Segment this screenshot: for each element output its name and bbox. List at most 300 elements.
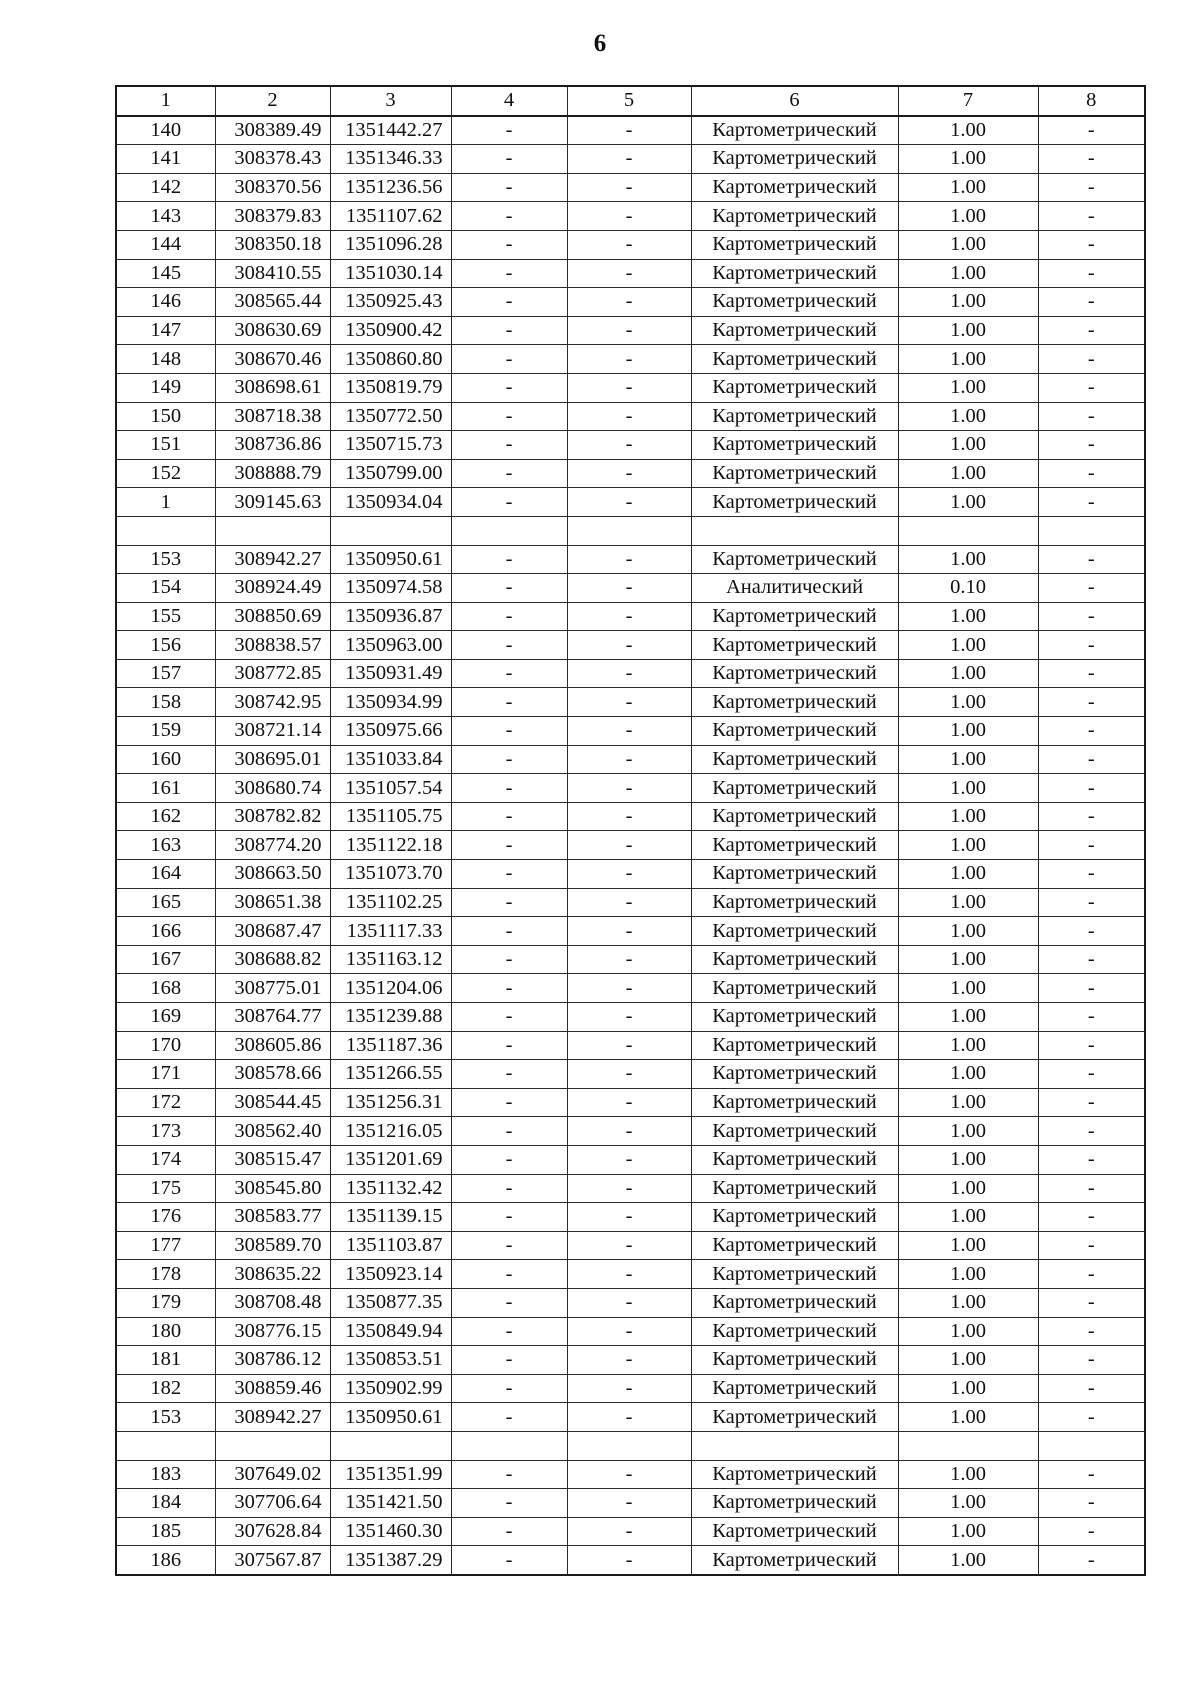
header-cell-y-coordinate: 3	[330, 86, 451, 116]
cell-y-coordinate: 1350950.61	[330, 545, 451, 574]
header-cell-column-5: 5	[567, 86, 691, 116]
cell-y-coordinate: 1350934.04	[330, 488, 451, 517]
cell-col-4: -	[451, 1317, 567, 1346]
cell-col-4: -	[451, 860, 567, 889]
table-row	[116, 631, 1145, 660]
cell-method: Картометрический	[691, 1145, 898, 1174]
table-row	[116, 1403, 1145, 1432]
cell-y-coordinate: 1351103.87	[330, 1231, 451, 1260]
table-row	[116, 488, 1145, 517]
cell-x-coordinate: 308782.82	[215, 802, 330, 831]
table-row	[116, 774, 1145, 803]
cell-point-number: 166	[116, 917, 215, 946]
cell-point-number	[116, 1431, 215, 1460]
cell-col-4: -	[451, 1060, 567, 1089]
cell-col-5: -	[567, 545, 691, 574]
header-cell-point-number: 1	[116, 86, 215, 116]
cell-y-coordinate: 1350900.42	[330, 316, 451, 345]
cell-col-4: -	[451, 688, 567, 717]
cell-col-4: -	[451, 1374, 567, 1403]
cell-y-coordinate: 1351351.99	[330, 1460, 451, 1489]
cell-col-4: -	[451, 1088, 567, 1117]
cell-accuracy: 1.00	[898, 316, 1038, 345]
cell-col-8: -	[1038, 1117, 1145, 1146]
cell-accuracy: 1.00	[898, 1031, 1038, 1060]
cell-method: Картометрический	[691, 402, 898, 431]
cell-method: Картометрический	[691, 717, 898, 746]
cell-y-coordinate: 1351201.69	[330, 1145, 451, 1174]
cell-point-number: 178	[116, 1260, 215, 1289]
cell-accuracy: 1.00	[898, 745, 1038, 774]
cell-point-number: 167	[116, 945, 215, 974]
cell-col-5: -	[567, 1174, 691, 1203]
cell-y-coordinate: 1351102.25	[330, 888, 451, 917]
cell-method: Картометрический	[691, 1460, 898, 1489]
cell-method: Картометрический	[691, 974, 898, 1003]
cell-point-number: 156	[116, 631, 215, 660]
table-row	[116, 1088, 1145, 1117]
cell-col-8: -	[1038, 145, 1145, 174]
cell-col-8: -	[1038, 173, 1145, 202]
cell-col-8: -	[1038, 1374, 1145, 1403]
cell-col-8: -	[1038, 1031, 1145, 1060]
table-row	[116, 1031, 1145, 1060]
cell-method: Картометрический	[691, 802, 898, 831]
cell-point-number: 151	[116, 431, 215, 460]
cell-method: Картометрический	[691, 745, 898, 774]
cell-x-coordinate: 308774.20	[215, 831, 330, 860]
cell-col-5: -	[567, 717, 691, 746]
table-row	[116, 602, 1145, 631]
cell-method: Картометрический	[691, 230, 898, 259]
cell-col-4: -	[451, 631, 567, 660]
cell-col-5: -	[567, 373, 691, 402]
table-row	[116, 116, 1145, 145]
cell-point-number: 171	[116, 1060, 215, 1089]
table-row	[116, 202, 1145, 231]
cell-point-number: 179	[116, 1288, 215, 1317]
cell-method: Картометрический	[691, 1346, 898, 1375]
cell-y-coordinate: 1351421.50	[330, 1489, 451, 1518]
cell-col-5: -	[567, 631, 691, 660]
cell-col-8: -	[1038, 230, 1145, 259]
cell-col-4: -	[451, 1117, 567, 1146]
cell-accuracy: 1.00	[898, 1203, 1038, 1232]
cell-x-coordinate: 308651.38	[215, 888, 330, 917]
cell-accuracy: 1.00	[898, 802, 1038, 831]
cell-point-number: 168	[116, 974, 215, 1003]
cell-col-5: -	[567, 1346, 691, 1375]
cell-col-8: -	[1038, 1203, 1145, 1232]
cell-col-5: -	[567, 1031, 691, 1060]
cell-x-coordinate: 308378.43	[215, 145, 330, 174]
cell-method: Картометрический	[691, 774, 898, 803]
cell-accuracy: 1.00	[898, 202, 1038, 231]
cell-method	[691, 1431, 898, 1460]
cell-col-4: -	[451, 488, 567, 517]
cell-accuracy: 1.00	[898, 545, 1038, 574]
cell-y-coordinate: 1350974.58	[330, 574, 451, 603]
cell-method: Картометрический	[691, 945, 898, 974]
table-row	[116, 402, 1145, 431]
cell-col-5: -	[567, 1117, 691, 1146]
cell-point-number: 183	[116, 1460, 215, 1489]
cell-method: Картометрический	[691, 1317, 898, 1346]
cell-col-4: -	[451, 1260, 567, 1289]
cell-col-4: -	[451, 974, 567, 1003]
cell-x-coordinate: 308688.82	[215, 945, 330, 974]
cell-point-number: 181	[116, 1346, 215, 1375]
cell-accuracy: 1.00	[898, 459, 1038, 488]
cell-accuracy: 1.00	[898, 1003, 1038, 1032]
cell-y-coordinate: 1350819.79	[330, 373, 451, 402]
cell-point-number: 177	[116, 1231, 215, 1260]
cell-col-5: -	[567, 345, 691, 374]
cell-col-5: -	[567, 230, 691, 259]
cell-y-coordinate: 1351216.05	[330, 1117, 451, 1146]
cell-col-4: -	[451, 402, 567, 431]
header-cell-accuracy: 7	[898, 86, 1038, 116]
cell-col-4: -	[451, 1460, 567, 1489]
cell-method: Картометрический	[691, 431, 898, 460]
cell-y-coordinate: 1350975.66	[330, 717, 451, 746]
cell-point-number: 153	[116, 1403, 215, 1432]
cell-y-coordinate: 1351096.28	[330, 230, 451, 259]
table-row	[116, 1317, 1145, 1346]
cell-x-coordinate: 308544.45	[215, 1088, 330, 1117]
cell-accuracy: 1.00	[898, 345, 1038, 374]
cell-col-4: -	[451, 717, 567, 746]
cell-col-8: -	[1038, 1231, 1145, 1260]
cell-col-4: -	[451, 745, 567, 774]
cell-col-4: -	[451, 1403, 567, 1432]
cell-col-5: -	[567, 688, 691, 717]
cell-x-coordinate: 308942.27	[215, 545, 330, 574]
table-row	[116, 717, 1145, 746]
cell-x-coordinate: 308850.69	[215, 602, 330, 631]
cell-y-coordinate: 1351057.54	[330, 774, 451, 803]
cell-col-5: -	[567, 1489, 691, 1518]
cell-col-4: -	[451, 116, 567, 145]
cell-y-coordinate: 1351387.29	[330, 1546, 451, 1575]
cell-col-8: -	[1038, 917, 1145, 946]
cell-method: Картометрический	[691, 631, 898, 660]
cell-col-5: -	[567, 1203, 691, 1232]
cell-method: Картометрический	[691, 917, 898, 946]
cell-col-8: -	[1038, 316, 1145, 345]
cell-col-8	[1038, 1431, 1145, 1460]
cell-y-coordinate: 1350925.43	[330, 288, 451, 317]
cell-col-8: -	[1038, 1060, 1145, 1089]
cell-col-8: -	[1038, 373, 1145, 402]
cell-col-4: -	[451, 574, 567, 603]
cell-accuracy: 1.00	[898, 1460, 1038, 1489]
cell-y-coordinate: 1350931.49	[330, 659, 451, 688]
cell-y-coordinate: 1351105.75	[330, 802, 451, 831]
cell-point-number: 144	[116, 230, 215, 259]
cell-point-number: 142	[116, 173, 215, 202]
cell-col-4: -	[451, 259, 567, 288]
cell-accuracy: 1.00	[898, 631, 1038, 660]
cell-col-8: -	[1038, 1346, 1145, 1375]
cell-col-4: -	[451, 602, 567, 631]
cell-method: Картометрический	[691, 1031, 898, 1060]
cell-accuracy: 1.00	[898, 602, 1038, 631]
table-row	[116, 888, 1145, 917]
cell-col-8: -	[1038, 860, 1145, 889]
table-row	[116, 288, 1145, 317]
cell-col-8: -	[1038, 1460, 1145, 1489]
cell-col-5: -	[567, 316, 691, 345]
cell-col-4: -	[451, 1546, 567, 1575]
cell-point-number: 161	[116, 774, 215, 803]
cell-accuracy: 1.00	[898, 1231, 1038, 1260]
cell-point-number: 147	[116, 316, 215, 345]
header-cell-x-coordinate: 2	[215, 86, 330, 116]
cell-col-4: -	[451, 230, 567, 259]
cell-col-5: -	[567, 945, 691, 974]
cell-point-number: 150	[116, 402, 215, 431]
cell-method: Картометрический	[691, 1003, 898, 1032]
cell-y-coordinate: 1350923.14	[330, 1260, 451, 1289]
cell-x-coordinate: 308942.27	[215, 1403, 330, 1432]
cell-x-coordinate: 308389.49	[215, 116, 330, 145]
cell-accuracy: 1.00	[898, 1403, 1038, 1432]
cell-method: Картометрический	[691, 259, 898, 288]
cell-x-coordinate: 308776.15	[215, 1317, 330, 1346]
table-row	[116, 431, 1145, 460]
cell-col-4	[451, 1431, 567, 1460]
cell-accuracy: 1.00	[898, 116, 1038, 145]
cell-y-coordinate: 1350715.73	[330, 431, 451, 460]
cell-y-coordinate: 1351239.88	[330, 1003, 451, 1032]
cell-accuracy: 1.00	[898, 774, 1038, 803]
cell-point-number: 158	[116, 688, 215, 717]
cell-x-coordinate: 308742.95	[215, 688, 330, 717]
cell-col-8	[1038, 516, 1145, 545]
cell-point-number: 164	[116, 860, 215, 889]
cell-method: Картометрический	[691, 116, 898, 145]
cell-point-number: 145	[116, 259, 215, 288]
cell-col-5: -	[567, 574, 691, 603]
cell-col-5: -	[567, 145, 691, 174]
cell-point-number: 163	[116, 831, 215, 860]
cell-x-coordinate: 307649.02	[215, 1460, 330, 1489]
cell-accuracy: 1.00	[898, 1174, 1038, 1203]
cell-accuracy: 1.00	[898, 860, 1038, 889]
cell-col-4: -	[451, 545, 567, 574]
cell-col-4: -	[451, 659, 567, 688]
table-row	[116, 259, 1145, 288]
cell-col-5: -	[567, 1003, 691, 1032]
table-row	[116, 574, 1145, 603]
cell-col-8: -	[1038, 1546, 1145, 1575]
cell-col-8: -	[1038, 431, 1145, 460]
cell-col-4: -	[451, 173, 567, 202]
cell-method: Картометрический	[691, 545, 898, 574]
cell-method: Картометрический	[691, 316, 898, 345]
cell-accuracy	[898, 1431, 1038, 1460]
cell-col-8: -	[1038, 574, 1145, 603]
cell-point-number: 140	[116, 116, 215, 145]
cell-method: Картометрический	[691, 1117, 898, 1146]
table-row	[116, 688, 1145, 717]
cell-col-5: -	[567, 1088, 691, 1117]
cell-x-coordinate: 308772.85	[215, 659, 330, 688]
cell-x-coordinate: 308578.66	[215, 1060, 330, 1089]
cell-col-5: -	[567, 774, 691, 803]
cell-col-5: -	[567, 288, 691, 317]
cell-method: Картометрический	[691, 888, 898, 917]
cell-col-4: -	[451, 1203, 567, 1232]
cell-point-number: 141	[116, 145, 215, 174]
cell-method: Картометрический	[691, 1174, 898, 1203]
cell-x-coordinate: 308680.74	[215, 774, 330, 803]
cell-col-8: -	[1038, 1288, 1145, 1317]
cell-x-coordinate: 308718.38	[215, 402, 330, 431]
cell-x-coordinate: 308583.77	[215, 1203, 330, 1232]
cell-col-4: -	[451, 1231, 567, 1260]
cell-col-5: -	[567, 1317, 691, 1346]
cell-col-4: -	[451, 316, 567, 345]
table-row	[116, 831, 1145, 860]
cell-x-coordinate: 308370.56	[215, 173, 330, 202]
table-row	[116, 545, 1145, 574]
cell-point-number: 175	[116, 1174, 215, 1203]
table-row	[116, 802, 1145, 831]
cell-point-number: 159	[116, 717, 215, 746]
cell-y-coordinate: 1350772.50	[330, 402, 451, 431]
cell-col-4: -	[451, 202, 567, 231]
cell-col-5: -	[567, 1231, 691, 1260]
cell-method	[691, 516, 898, 545]
cell-col-8: -	[1038, 659, 1145, 688]
cell-accuracy: 1.00	[898, 688, 1038, 717]
cell-col-4: -	[451, 373, 567, 402]
cell-method: Аналитический	[691, 574, 898, 603]
cell-col-5: -	[567, 431, 691, 460]
cell-accuracy: 1.00	[898, 1374, 1038, 1403]
cell-col-5: -	[567, 745, 691, 774]
cell-accuracy: 1.00	[898, 402, 1038, 431]
table-row	[116, 1288, 1145, 1317]
cell-col-5	[567, 1431, 691, 1460]
cell-col-8: -	[1038, 116, 1145, 145]
cell-accuracy: 1.00	[898, 259, 1038, 288]
cell-col-5: -	[567, 459, 691, 488]
cell-method: Картометрический	[691, 659, 898, 688]
cell-y-coordinate: 1351187.36	[330, 1031, 451, 1060]
header-cell-column-4: 4	[451, 86, 567, 116]
cell-x-coordinate: 308562.40	[215, 1117, 330, 1146]
cell-point-number: 176	[116, 1203, 215, 1232]
cell-col-4: -	[451, 1346, 567, 1375]
cell-col-5: -	[567, 402, 691, 431]
cell-col-8: -	[1038, 602, 1145, 631]
cell-col-8: -	[1038, 345, 1145, 374]
cell-x-coordinate: 308687.47	[215, 917, 330, 946]
cell-point-number: 143	[116, 202, 215, 231]
table-body	[116, 116, 1145, 1575]
cell-x-coordinate: 307567.87	[215, 1546, 330, 1575]
cell-col-8: -	[1038, 774, 1145, 803]
cell-col-8: -	[1038, 1317, 1145, 1346]
table-row	[116, 945, 1145, 974]
cell-point-number: 165	[116, 888, 215, 917]
cell-x-coordinate: 309145.63	[215, 488, 330, 517]
cell-col-5: -	[567, 917, 691, 946]
cell-x-coordinate: 308721.14	[215, 717, 330, 746]
cell-col-5: -	[567, 860, 691, 889]
cell-x-coordinate: 308410.55	[215, 259, 330, 288]
cell-method: Картометрический	[691, 345, 898, 374]
cell-method: Картометрический	[691, 1489, 898, 1518]
cell-col-8: -	[1038, 1088, 1145, 1117]
cell-col-4: -	[451, 1288, 567, 1317]
cell-point-number: 153	[116, 545, 215, 574]
cell-method: Картометрический	[691, 145, 898, 174]
cell-point-number: 169	[116, 1003, 215, 1032]
cell-col-5: -	[567, 1060, 691, 1089]
cell-col-4: -	[451, 1031, 567, 1060]
cell-point-number: 184	[116, 1489, 215, 1518]
cell-col-4: -	[451, 1517, 567, 1546]
cell-y-coordinate: 1351030.14	[330, 259, 451, 288]
cell-col-5: -	[567, 116, 691, 145]
cell-col-4: -	[451, 288, 567, 317]
cell-col-5: -	[567, 1517, 691, 1546]
cell-point-number: 157	[116, 659, 215, 688]
cell-accuracy: 1.00	[898, 717, 1038, 746]
cell-col-4: -	[451, 459, 567, 488]
cell-method: Картометрический	[691, 1288, 898, 1317]
cell-y-coordinate: 1350934.99	[330, 688, 451, 717]
cell-accuracy: 1.00	[898, 1145, 1038, 1174]
table-row	[116, 1374, 1145, 1403]
cell-x-coordinate: 308605.86	[215, 1031, 330, 1060]
table-row	[116, 1460, 1145, 1489]
header-cell-column-8: 8	[1038, 86, 1145, 116]
cell-col-8: -	[1038, 202, 1145, 231]
table-row	[116, 1203, 1145, 1232]
cell-accuracy: 1.00	[898, 1260, 1038, 1289]
cell-y-coordinate	[330, 516, 451, 545]
cell-col-5: -	[567, 974, 691, 1003]
cell-col-4: -	[451, 431, 567, 460]
cell-y-coordinate: 1351163.12	[330, 945, 451, 974]
cell-method: Картометрический	[691, 602, 898, 631]
table-row	[116, 373, 1145, 402]
cell-accuracy: 1.00	[898, 1288, 1038, 1317]
cell-point-number: 160	[116, 745, 215, 774]
table-row	[116, 745, 1145, 774]
cell-accuracy: 1.00	[898, 488, 1038, 517]
cell-x-coordinate	[215, 516, 330, 545]
cell-x-coordinate: 308545.80	[215, 1174, 330, 1203]
cell-y-coordinate: 1350799.00	[330, 459, 451, 488]
cell-point-number: 185	[116, 1517, 215, 1546]
cell-col-5: -	[567, 1260, 691, 1289]
table-row	[116, 1489, 1145, 1518]
cell-accuracy: 1.00	[898, 1517, 1038, 1546]
cell-col-4	[451, 516, 567, 545]
cell-col-4: -	[451, 774, 567, 803]
cell-y-coordinate: 1351117.33	[330, 917, 451, 946]
cell-col-5: -	[567, 173, 691, 202]
cell-method: Картометрический	[691, 860, 898, 889]
cell-accuracy: 1.00	[898, 431, 1038, 460]
cell-x-coordinate: 308764.77	[215, 1003, 330, 1032]
